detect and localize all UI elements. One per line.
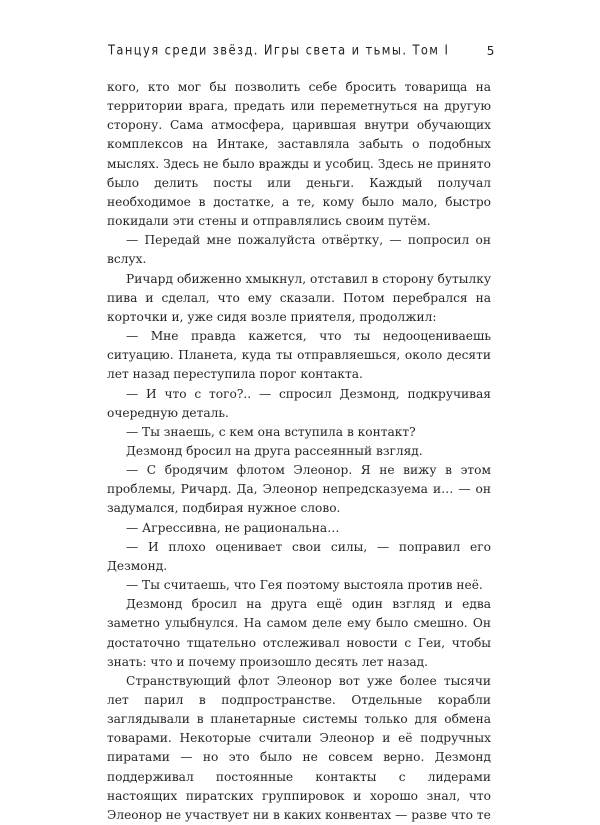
body-text [107, 78, 491, 825]
paragraph: Ричард обиженно хмыкнул, отставил в сторону бутылку пива и сделал, что ему сказали. Потом перебрался на корточки и, уже сидя возле приятеля, продолжил: [107, 271, 491, 324]
running-header [108, 44, 496, 64]
paragraph: — Ты считаешь, что Гея поэтому выстояла против неё. [126, 578, 483, 593]
paragraph: Дезмонд бросил на друга ещё один взгляд и едва заметно улыбнулся. На самом деле ему было смешно. Он достаточно тщательно отслеживал новости с Геи, чтобы знать: что и почему произошло десять лет назад. [107, 597, 491, 669]
paragraph: — Передай мне пожалуйста отвёртку, — попросил он вслух. [107, 233, 491, 267]
paragraph: — Ты знаешь, с кем она вступила в контакт? [126, 424, 416, 439]
page-number: 5 [486, 44, 496, 58]
paragraph: — И что с того?.. — спросил Дезмонд, подкручивая очередную деталь. [107, 386, 491, 420]
book-title: Танцуя среди звёзд. Игры света и тьмы. Том I [108, 42, 450, 58]
paragraph: Странствующий флот Элеонор вот уже более тысячи лет парил в подпространстве. Отдельные корабли заглядывали в планетарные системы только для обмена товарами. Некоторые считали Элеонор и её подручных пиратами — но это было не совсем верно. Дезмонд поддерживал постоянные контакты с лидерами настоящих пиратских группировок и хорошо знал, что Элеонор не участвует ни в каких конвентах — разве что те [107, 673, 491, 822]
paragraph: Дезмонд бросил на друга рассеянный взгляд. [126, 443, 423, 458]
paragraph: — И плохо оценивает свои силы, — поправил его Дезмонд. [107, 539, 491, 573]
paragraph: кого, кто мог бы позволить себе бросить товарища на территории врага, предать или переметнуться на другую сторону. Сама атмосфера, царившая внутри обучающих комплексов на Интаке, заставляла забыть о подобных мыслях. Здесь не было вражды и усобиц. Здесь не принято было делить посты или деньги. Каждый получал необходимое в достатке, а те, кому было мало, быстро покидали эти стены и отправлялись своим путём. [107, 80, 491, 229]
paragraph: — Мне правда кажется, что ты недооцениваешь ситуацию. Планета, куда ты отправляешься, около десяти лет назад переступила порог контакта. [107, 329, 491, 382]
paragraph: — С бродячим флотом Элеонор. Я не вижу в этом проблемы, Ричард. Да, Элеонор непредсказуема и… — он задумался, подбирая нужное слово. [107, 463, 491, 516]
paragraph: — Агрессивна, не рациональна… [126, 520, 340, 535]
